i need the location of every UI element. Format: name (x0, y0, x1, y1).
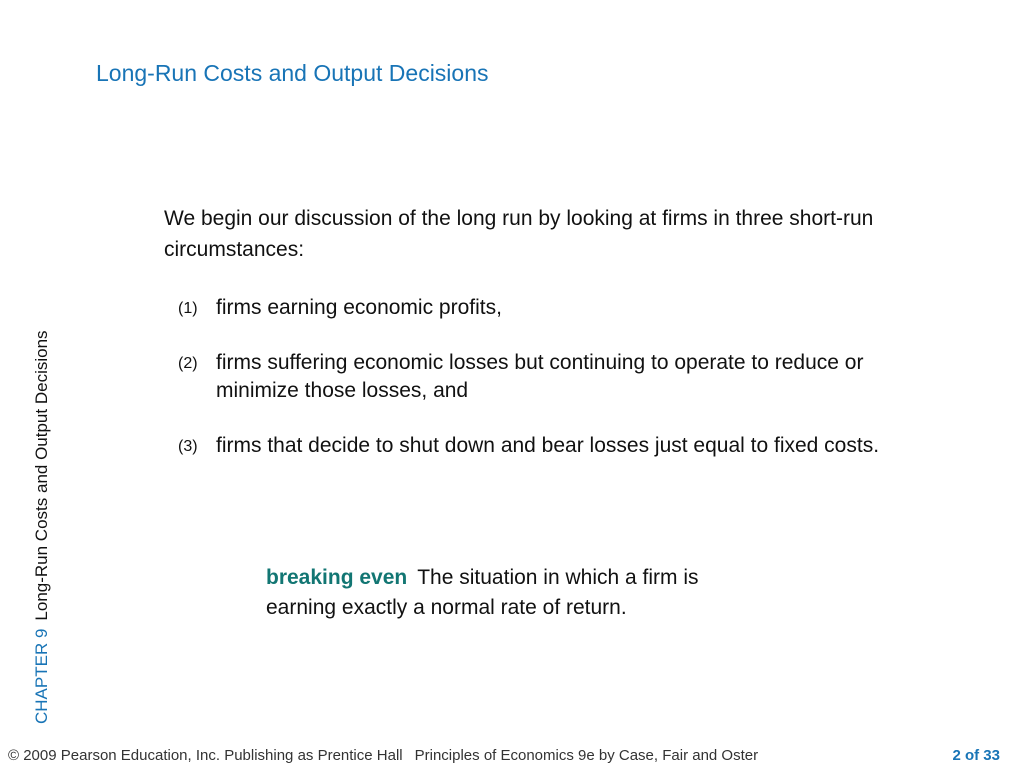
intro-paragraph: We begin our discussion of the long run by looking at firms in three short-run circumstances: (164, 207, 874, 261)
slide-title: Long-Run Costs and Output Decisions (96, 60, 489, 86)
circumstance-list (178, 294, 898, 487)
list-item-number: (1) (178, 300, 198, 317)
list-item-text: firms earning economic profits, (216, 296, 502, 319)
footer-book-title: Principles of Economics 9e by Case, Fair and Oster (414, 747, 759, 764)
list-item-text: firms suffering economic losses but continuing to operate to reduce or minimize those losses, and (216, 351, 864, 402)
definition-term: breaking even (266, 566, 408, 589)
list-item-number: (3) (178, 438, 198, 455)
footer-copyright: © 2009 Pearson Education, Inc. Publishing as Prentice Hall (8, 747, 403, 764)
chapter-title: Long-Run Costs and Output Decisions (32, 330, 51, 621)
list-item (178, 349, 898, 405)
page-number: 2 of 33 (952, 747, 1000, 764)
chapter-side-label (32, 330, 52, 724)
list-item-text: firms that decide to shut down and bear losses just equal to fixed costs. (216, 434, 880, 457)
definition-box (266, 563, 736, 623)
definition-text: The situation in which a firm is earning exactly a normal rate of return. (266, 566, 699, 619)
footer (8, 747, 758, 764)
list-item (178, 432, 898, 460)
list-item (178, 294, 898, 322)
chapter-number: CHAPTER 9 (32, 628, 51, 724)
list-item-number: (2) (178, 355, 198, 372)
